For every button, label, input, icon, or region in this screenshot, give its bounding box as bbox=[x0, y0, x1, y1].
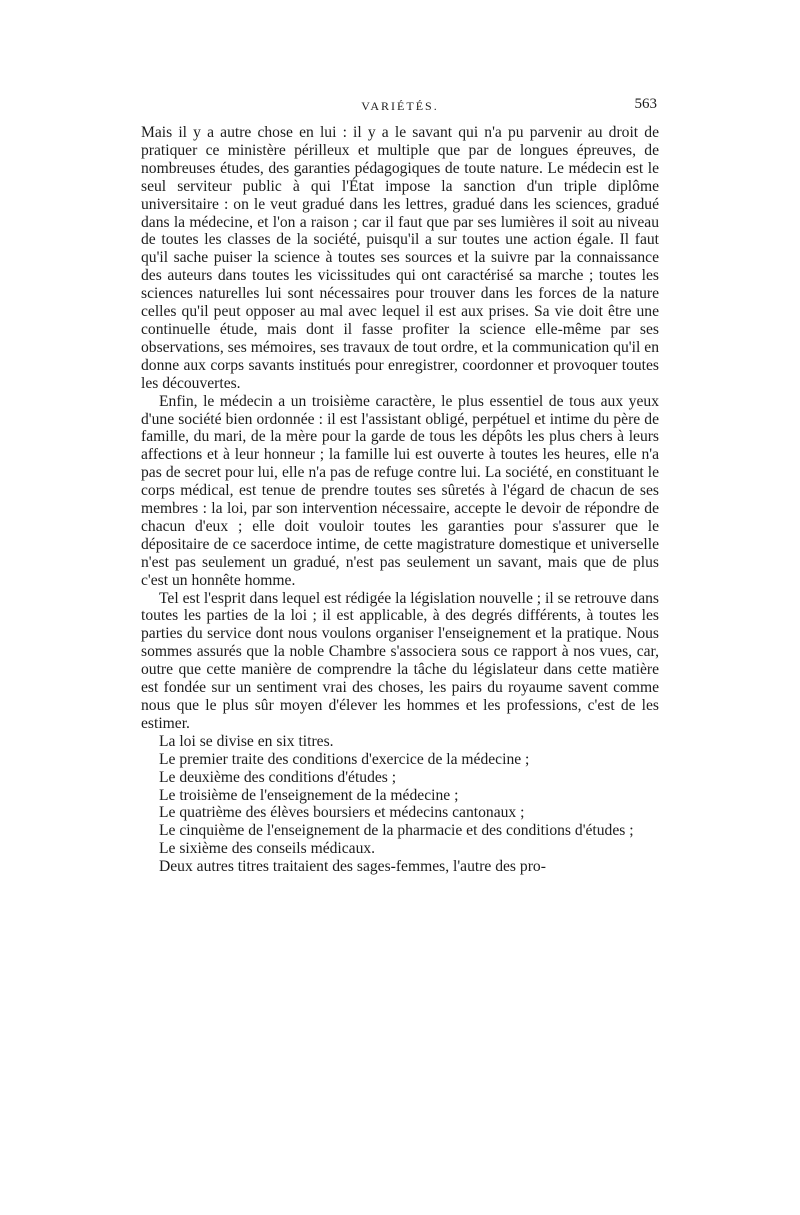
paragraph-esprit-legislation: Tel est l'esprit dans lequel est rédigée la législation nouvelle ; il se retrouve dans toutes les parties de la loi ; il est applicable, à des degrés différents, à toutes les parties du service dont nous voulons organiser l'enseignement et la pratique. Nous sommes assurés que la noble Chambre s'associera sous ce rapport à nos vues, car, outre que cette manière de comprendre la tâche du législateur dans cette matière est fondée sur un sentiment vrai des choses, les pairs du royaume savent comme nous que le plus sûr moyen d'élever les hommes et les professions, c'est de les estimer. bbox=[141, 589, 659, 732]
list-item-title-3: Le troisième de l'enseignement de la médecine ; bbox=[159, 786, 459, 804]
list-item-title-5: Le cinquième de l'enseignement de la pharmacie et des conditions d'études ; bbox=[159, 822, 634, 840]
list-item-title-2: Le deuxième des conditions d'études ; bbox=[159, 768, 397, 786]
titles-intro: La loi se divise en six titres. bbox=[159, 732, 334, 750]
list-item-title-4: Le quatrième des élèves boursiers et médecins cantonaux ; bbox=[159, 804, 525, 822]
list-item-title-1: Le premier traite des conditions d'exercice de la médecine ; bbox=[159, 750, 530, 768]
paragraph-savant: Mais il y a autre chose en lui : il y a le savant qui n'a pu parvenir au droit de pratiquer ce ministère périlleux et multiple que par de longues épreuves, de nombreuses études, des garanties pédagogiques de toute nature. Le médecin est le seul serviteur public à qui l'État impose la sanction d'un triple diplôme universitaire : on le veut gradué dans les lettres, gradué dans les sciences, gradué dans la médecine, et l'on a raison ; car il faut que par ses lumières il soit au niveau de toutes les classes de la société, puisqu'il a sur toutes une action égale. Il faut qu'il sache puiser la science à toutes ses sources et la suivre par la connaissance des auteurs dans toutes les vicissitudes qui ont caractérisé sa marche ; toutes les sciences naturelles lui sont nécessaires pour trouver dans les forces de la nature celles qu'il peut opposer au mal avec lequel il est aux prises. Sa vie doit être une continuelle étude, mais dont il fasse profiter la science elle-même par ses observations, ses mémoires, ses travaux de tout ordre, et la communication qu'il en donne aux corps savants institués pour enregistrer, coordonner et provoquer toutes les découvertes. bbox=[141, 124, 659, 392]
body-text bbox=[141, 124, 659, 876]
titles-list bbox=[141, 751, 659, 858]
closing-line: Deux autres titres traitaient des sages-femmes, l'autre des pro- bbox=[159, 858, 546, 876]
page-number: 563 bbox=[634, 96, 657, 112]
running-title: VARIÉTÉS. bbox=[361, 99, 439, 113]
list-item-title-6: Le sixième des conseils médicaux. bbox=[159, 840, 376, 858]
running-head bbox=[141, 96, 659, 118]
paragraph-troisieme-caractere: Enfin, le médecin a un troisième caractère, le plus essentiel de tous aux yeux d'une société bien ordonnée : il est l'assistant obligé, perpétuel et intime du père de famille, du mari, de la mère pour la garde de tous les dépôts les plus chers à leurs affections et à leur honneur ; la famille lui est ouverte à toutes les heures, elle n'a pas de secret pour lui, elle n'a pas de refuge contre lui. La société, en constituant le corps médical, est tenue de prendre toutes ses sûretés à l'égard de chacun de ses membres : la loi, par son intervention nécessaire, accepte le devoir de répondre de chacun d'eux ; elle doit vouloir toutes les garanties pour s'assurer que le dépositaire de ce sacerdoce intime, de cette magistrature domestique et universelle n'est pas seulement un gradué, n'est pas seulement un savant, mais que de plus c'est un honnête homme. bbox=[141, 392, 659, 589]
book-page bbox=[141, 96, 659, 876]
